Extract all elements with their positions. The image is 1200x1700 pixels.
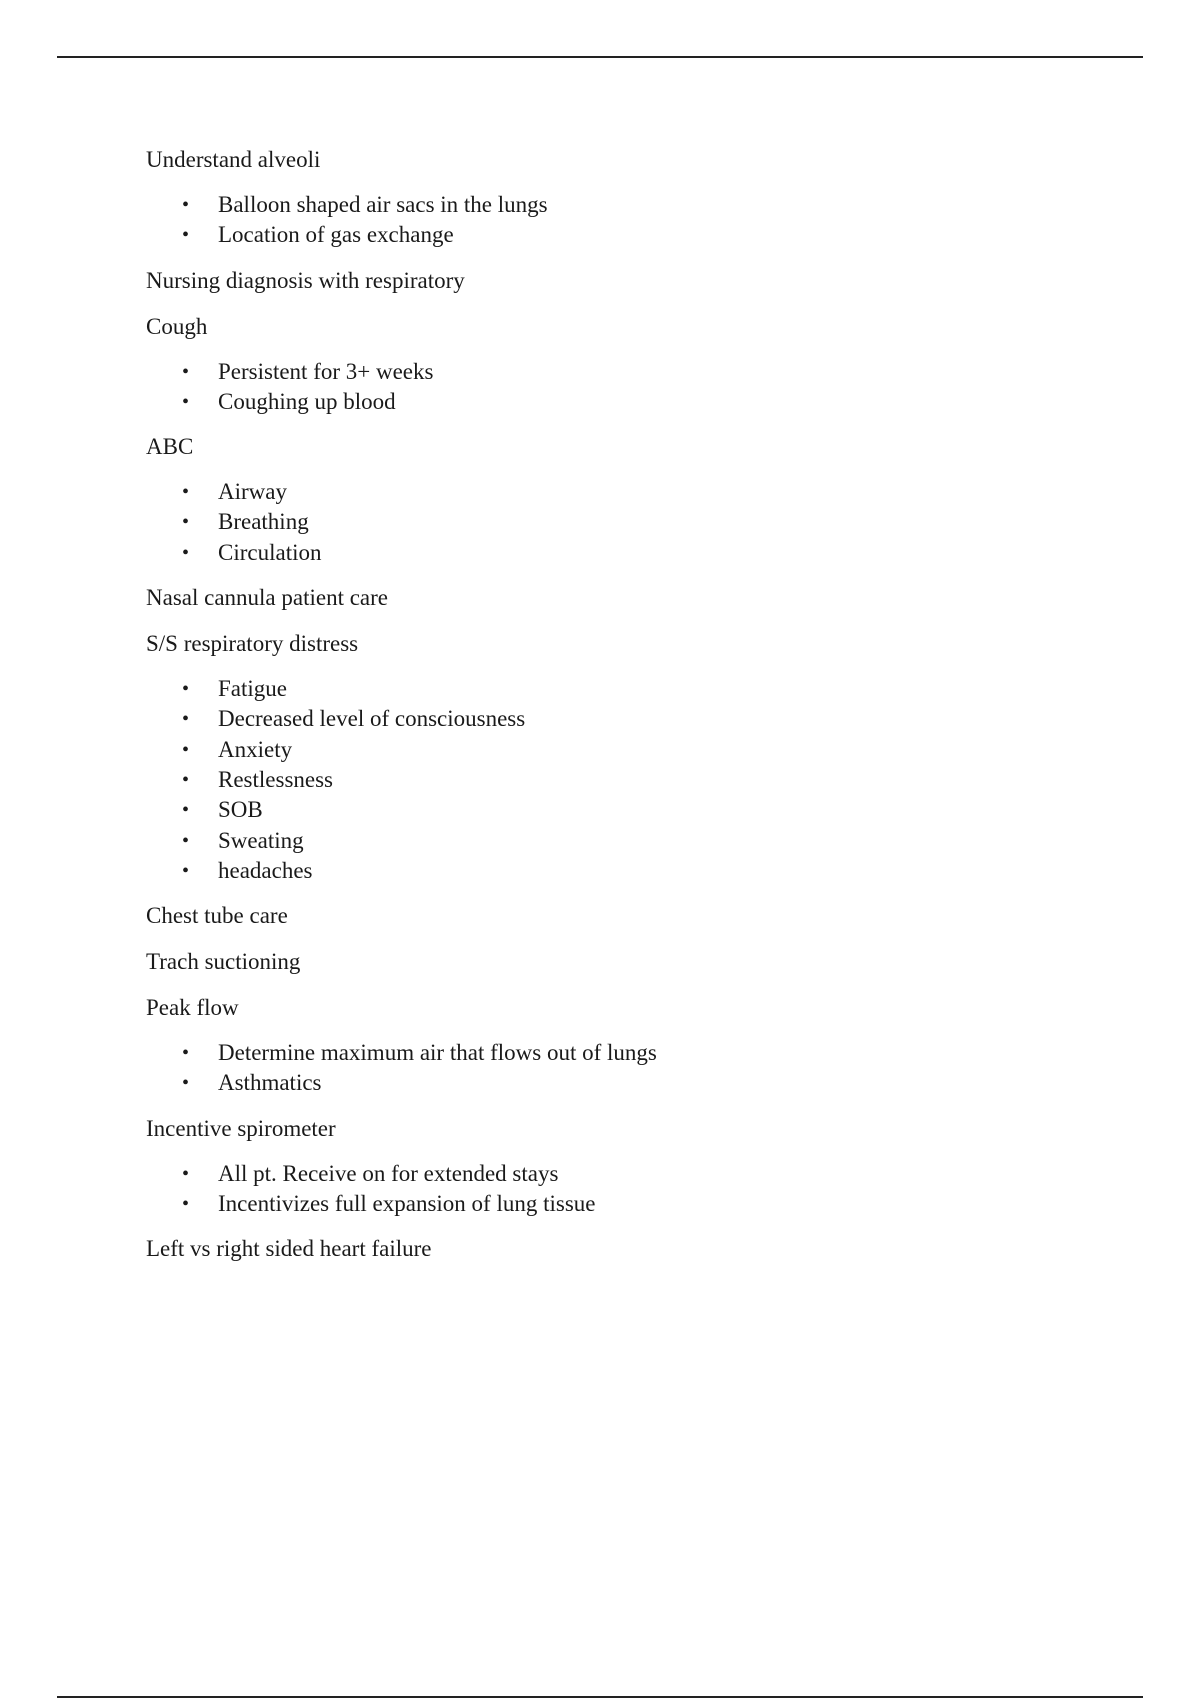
list-item [146, 1159, 1146, 1189]
list-item-text: Balloon shaped air sacs in the lungs [218, 192, 548, 217]
list-item [146, 538, 1146, 568]
bullet-icon: • [182, 678, 190, 701]
list-item-text: Sweating [218, 827, 304, 853]
bullet-list [146, 190, 1146, 251]
list-item-text: Anxiety [218, 736, 293, 762]
section-heading: Understand alveoli [146, 147, 321, 172]
bullet-list [146, 1038, 1146, 1099]
section-heading: Incentive spirometer [146, 1115, 336, 1141]
list-item [146, 220, 1146, 250]
list-item [146, 507, 1146, 537]
list-item [146, 795, 1146, 825]
list-item-text: Asthmatics [218, 1070, 322, 1096]
list-item-text: Circulation [218, 539, 322, 565]
bullet-icon: • [182, 859, 190, 882]
bullet-icon: • [182, 1072, 190, 1095]
list-item [146, 387, 1146, 417]
section-heading: Cough [146, 313, 208, 339]
list-item [146, 826, 1146, 856]
bullet-icon: • [182, 768, 190, 791]
list-item [146, 674, 1146, 704]
list-item [146, 735, 1146, 765]
list-item-text: All pt. Receive on for extended stays [218, 1160, 559, 1186]
bullet-icon: • [182, 738, 190, 761]
list-item-text: headaches [218, 857, 313, 883]
list-item-text: Fatigue [218, 676, 287, 702]
list-item [146, 1068, 1146, 1098]
bullet-icon: • [182, 1193, 190, 1216]
list-item-text: Persistent for 3+ weeks [218, 358, 434, 384]
list-item [146, 477, 1146, 507]
bullet-icon: • [182, 194, 190, 216]
section-heading: Trach suctioning [146, 949, 301, 975]
bullet-icon: • [182, 390, 190, 413]
list-item [146, 856, 1146, 886]
list-item [146, 190, 1146, 220]
section-heading: Chest tube care [146, 903, 288, 929]
bullet-icon: • [182, 829, 190, 852]
list-item [146, 1189, 1146, 1219]
list-item-text: Airway [218, 479, 287, 505]
bullet-icon: • [182, 511, 190, 534]
bullet-icon: • [182, 360, 190, 383]
bullet-icon: • [182, 799, 190, 822]
top-rule [57, 56, 1143, 58]
section-heading: ABC [146, 434, 194, 460]
document-body [146, 144, 1146, 1279]
bullet-icon: • [182, 224, 190, 247]
section-heading: S/S respiratory distress [146, 631, 359, 657]
section-heading: Left vs right sided heart failure [146, 1236, 432, 1262]
section-heading: Nasal cannula patient care [146, 585, 389, 611]
list-item [146, 357, 1146, 387]
list-item-text: Restlessness [218, 766, 333, 792]
list-item-text: SOB [218, 797, 263, 823]
list-item-text: Breathing [218, 509, 309, 535]
bottom-rule [57, 1696, 1143, 1698]
bullet-list [146, 674, 1146, 886]
section-heading: Nursing diagnosis with respiratory [146, 267, 465, 293]
bullet-list [146, 477, 1146, 568]
bullet-list [146, 1159, 1146, 1220]
bullet-icon: • [182, 1162, 190, 1185]
list-item-text: Incentivizes full expansion of lung tissue [218, 1191, 596, 1217]
bullet-icon: • [182, 541, 190, 564]
list-item [146, 1038, 1146, 1068]
list-item-text: Determine maximum air that flows out of lungs [218, 1040, 657, 1066]
bullet-icon: • [182, 481, 190, 504]
bullet-icon: • [182, 708, 190, 731]
section-heading: Peak flow [146, 995, 239, 1021]
list-item-text: Coughing up blood [218, 388, 396, 414]
list-item-text: Decreased level of consciousness [218, 706, 526, 732]
list-item [146, 704, 1146, 734]
bullet-icon: • [182, 1042, 190, 1065]
list-item [146, 765, 1146, 795]
list-item-text: Location of gas exchange [218, 222, 454, 248]
bullet-list [146, 357, 1146, 418]
